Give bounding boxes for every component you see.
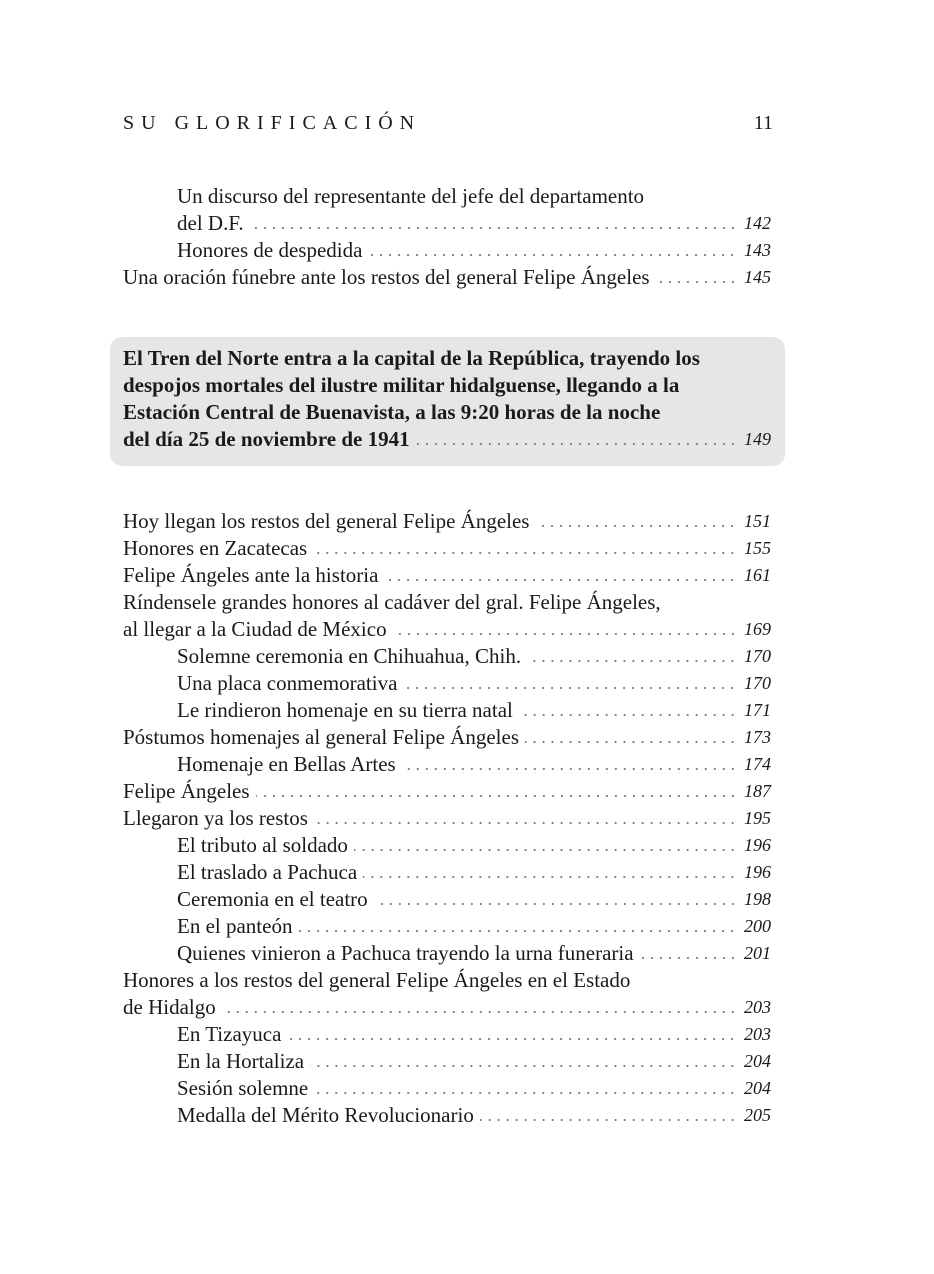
dot-leader (403, 685, 737, 691)
featured-entry-text: despojos mortales del ilustre militar hidalguense, llegando a la (123, 373, 680, 397)
toc-entry[interactable] (123, 724, 771, 751)
section-title: SU GLORIFICACIÓN (123, 112, 422, 134)
toc-entry-page: 161 (744, 565, 771, 585)
featured-entry-line (123, 399, 771, 426)
toc-entry[interactable] (123, 832, 771, 859)
dot-leader (368, 252, 737, 258)
toc-entry-title: Felipe Ángeles (123, 779, 250, 803)
dot-leader (525, 739, 737, 745)
dot-leader (363, 874, 737, 880)
featured-entry-page: 149 (744, 429, 771, 449)
toc-entry-title: En Tizayuca (177, 1022, 282, 1046)
toc-entry[interactable] (123, 616, 771, 643)
dot-leader (384, 577, 737, 583)
toc-entry-page: 169 (744, 619, 771, 639)
dot-leader (393, 631, 737, 637)
toc-entry[interactable] (123, 697, 771, 724)
toc-top-block (123, 183, 771, 291)
featured-entry-line (123, 345, 771, 372)
toc-entry-title: Le rindieron homenaje en su tierra natal (177, 698, 513, 722)
toc-entry-title: Quienes vinieron a Pachuca trayendo la urna funeraria (177, 941, 634, 965)
featured-entry-text: del día 25 de noviembre de 1941 (123, 427, 410, 451)
dot-leader (287, 1036, 737, 1042)
dot-leader (519, 712, 737, 718)
dot-leader (310, 1063, 737, 1069)
toc-entry-title: Medalla del Mérito Revolucionario (177, 1103, 474, 1127)
toc-entry-page: 143 (744, 240, 771, 260)
toc-entry-page: 198 (744, 889, 771, 909)
toc-entry-page: 203 (744, 1024, 771, 1044)
dot-leader (527, 658, 737, 664)
toc-entry-title: Póstumos homenajes al general Felipe Ángeles (123, 725, 519, 749)
toc-entry[interactable] (123, 967, 771, 994)
toc-entry-title: El tributo al soldado (177, 833, 348, 857)
dot-leader (298, 928, 737, 934)
dot-leader (354, 847, 737, 853)
dot-leader (480, 1117, 737, 1123)
toc-entry-title: Felipe Ángeles ante la historia (123, 563, 379, 587)
toc-entry[interactable] (123, 1021, 771, 1048)
toc-entry[interactable] (123, 237, 771, 264)
toc-entry-page: 204 (744, 1051, 771, 1071)
toc-entry-title: Hoy llegan los restos del general Felipe Ángeles (123, 509, 530, 533)
toc-entry-page: 170 (744, 673, 771, 693)
running-head (123, 112, 773, 140)
toc-entry-page: 187 (744, 781, 771, 801)
toc-entry[interactable] (123, 751, 771, 778)
toc-entry[interactable] (123, 778, 771, 805)
dot-leader (374, 901, 737, 907)
toc-entry[interactable] (123, 535, 771, 562)
toc-entry-page: 203 (744, 997, 771, 1017)
toc-entry-title: Solemne ceremonia en Chihuahua, Chih. (177, 644, 522, 668)
toc-entry-title: Honores de despedida (177, 238, 363, 262)
toc-entry-title: Honores a los restos del general Felipe Ángeles en el Estado (123, 968, 631, 992)
toc-entry-title: Una placa conmemorativa (177, 671, 398, 695)
toc-entry-page: 174 (744, 754, 771, 774)
toc-entry[interactable] (123, 940, 771, 967)
toc-entry-title: Un discurso del representante del jefe del departamento (177, 184, 645, 208)
page-number: 11 (753, 112, 773, 134)
toc-main-list (123, 508, 771, 1129)
dot-leader (256, 793, 737, 799)
dot-leader (313, 550, 737, 556)
toc-entry-page: 142 (744, 213, 771, 233)
toc-entry-title: Ríndensele grandes honores al cadáver del gral. Felipe Ángeles, (123, 590, 661, 614)
featured-entry-text: El Tren del Norte entra a la capital de la República, trayendo los (123, 346, 700, 370)
toc-entry-page: 171 (744, 700, 771, 720)
featured-entry-line (123, 372, 771, 399)
dot-leader (640, 955, 737, 961)
toc-entry[interactable] (123, 183, 771, 210)
toc-entry[interactable] (123, 210, 771, 237)
dot-leader (535, 523, 737, 529)
toc-entry[interactable] (123, 670, 771, 697)
toc-entry-page: 195 (744, 808, 771, 828)
toc-entry-title: Honores en Zacatecas (123, 536, 308, 560)
featured-entry (123, 345, 771, 453)
toc-entry-title: En la Hortaliza (177, 1049, 305, 1073)
toc-entry-title: Sesión solemne (177, 1076, 309, 1100)
dot-leader (314, 1090, 737, 1096)
toc-entry[interactable] (123, 859, 771, 886)
toc-entry-page: 200 (744, 916, 771, 936)
featured-entry-text: Estación Central de Buenavista, a las 9:20 horas de la noche (123, 400, 661, 424)
dot-leader (314, 820, 737, 826)
toc-entry-title: Una oración fúnebre ante los restos del general Felipe Ángeles (123, 265, 650, 289)
dot-leader (250, 225, 737, 231)
toc-entry[interactable] (123, 643, 771, 670)
toc-entry-page: 173 (744, 727, 771, 747)
toc-entry-title: El traslado a Pachuca (177, 860, 358, 884)
toc-entry-title: del D.F. (177, 211, 244, 235)
toc-entry-page: 204 (744, 1078, 771, 1098)
toc-entry[interactable] (123, 508, 771, 535)
toc-entry-title: al llegar a la Ciudad de México (123, 617, 387, 641)
toc-entry[interactable] (123, 1102, 771, 1129)
dot-leader (416, 441, 737, 447)
toc-entry-page: 170 (744, 646, 771, 666)
toc-entry[interactable] (123, 1075, 771, 1102)
toc-entry-title: Homenaje en Bellas Artes (177, 752, 396, 776)
toc-entry-page: 155 (744, 538, 771, 558)
toc-entry-page: 205 (744, 1105, 771, 1125)
toc-entry-page: 201 (744, 943, 771, 963)
toc-entry-page: 151 (744, 511, 771, 531)
toc-entry-title: Llegaron ya los restos (123, 806, 308, 830)
toc-entry[interactable] (123, 264, 771, 291)
toc-entry[interactable] (123, 1048, 771, 1075)
toc-entry[interactable] (123, 913, 771, 940)
toc-entry-title: de Hidalgo (123, 995, 216, 1019)
toc-entry[interactable] (123, 886, 771, 913)
toc-entry[interactable] (123, 805, 771, 832)
toc-entry-page: 145 (744, 267, 771, 287)
dot-leader (222, 1009, 737, 1015)
featured-entry-line (123, 426, 771, 453)
toc-entry-page: 196 (744, 862, 771, 882)
toc-entry-page: 196 (744, 835, 771, 855)
toc-entry-title: Ceremonia en el teatro (177, 887, 368, 911)
toc-entry[interactable] (123, 994, 771, 1021)
featured-entry-box[interactable] (110, 337, 785, 466)
toc-entry[interactable] (123, 562, 771, 589)
dot-leader (402, 766, 737, 772)
dot-leader (656, 279, 737, 285)
toc-entry-title: En el panteón (177, 914, 293, 938)
toc-entry[interactable] (123, 589, 771, 616)
